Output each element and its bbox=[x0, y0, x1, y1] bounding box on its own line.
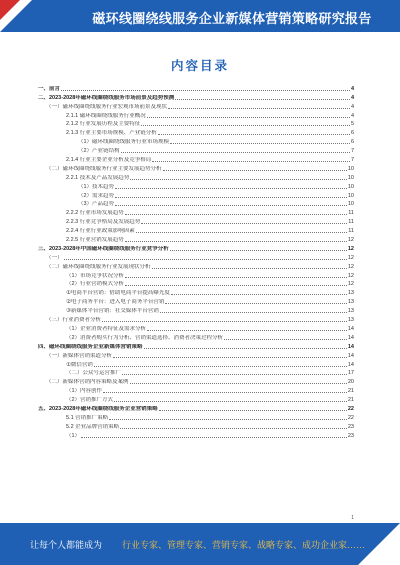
toc-entry[interactable] bbox=[38, 377, 354, 386]
toc-leader-dots bbox=[141, 223, 347, 224]
toc-leader-dots bbox=[125, 285, 347, 286]
toc-entry-label: 5.2 企业品牌营销策略 bbox=[66, 423, 120, 430]
toc-entry[interactable] bbox=[38, 173, 354, 182]
toc-entry-page: 17 bbox=[347, 370, 354, 377]
toc-leader-dots bbox=[170, 143, 350, 144]
toc-entry[interactable] bbox=[38, 253, 354, 262]
toc-leader-dots bbox=[115, 188, 347, 189]
toc-heading: 内容目录 bbox=[170, 59, 229, 73]
toc-entry-label: （一）新媒体营销渠道分析 bbox=[46, 352, 113, 359]
toc-leader-dots bbox=[125, 214, 348, 215]
toc-entry-page: 6 bbox=[350, 130, 354, 137]
toc-leader-dots bbox=[125, 277, 347, 278]
toc-entry[interactable] bbox=[38, 146, 354, 155]
toc-entry-label: 2.2.5 行业营销发展趋势 bbox=[66, 237, 124, 244]
toc-entry-page: 12 bbox=[347, 272, 354, 279]
toc-entry-label: （1） bbox=[66, 432, 81, 439]
toc-entry[interactable] bbox=[38, 235, 354, 244]
toc-entry-page: 13 bbox=[347, 290, 354, 297]
toc-entry-label: 2.2.1 技术及产品发展趋势 bbox=[66, 174, 130, 181]
toc-leader-dots bbox=[224, 339, 347, 340]
toc-entry[interactable] bbox=[38, 164, 354, 173]
toc-entry-label: （1）技术趋势 bbox=[78, 183, 115, 190]
toc-entry-page: 12 bbox=[347, 237, 354, 244]
toc-leader-dots bbox=[109, 419, 347, 420]
toc-entry-label: 三、2023-2028年中国磁环线圈绕线服务行业竞争分析 bbox=[38, 245, 169, 252]
toc-entry-page: 21 bbox=[347, 388, 354, 395]
toc-entry[interactable] bbox=[38, 315, 354, 324]
toc-entry-page: 12 bbox=[347, 281, 354, 288]
toc-entry-label: （二）公众号运营推广 bbox=[66, 370, 122, 377]
toc-entry-label: （2）产业链结构 bbox=[78, 148, 120, 155]
toc-entry-label: 五、2023-2028年磁环线圈绕线服务企业营销策略 bbox=[38, 405, 158, 412]
toc-entry[interactable] bbox=[38, 191, 354, 200]
toc-leader-dots bbox=[113, 357, 347, 358]
toc-leader-dots bbox=[171, 294, 347, 295]
toc-entry[interactable] bbox=[38, 111, 354, 120]
toc-entry-page: 13 bbox=[347, 299, 354, 306]
toc-entry[interactable] bbox=[38, 226, 354, 235]
toc-entry-label: （1）磁环线圈绕线服务行业市场规模 bbox=[78, 139, 170, 146]
toc-entry[interactable] bbox=[38, 155, 354, 164]
toc-entry-label: 2.1.3 行业主要市场规模、产业链分析 bbox=[66, 130, 157, 137]
toc-leader-dots bbox=[165, 303, 346, 304]
toc-entry-page: 11 bbox=[348, 228, 354, 235]
footer-slogan-roles: 行业专家、管理专家、营销专家、战略专家、成功企业家…… bbox=[122, 540, 366, 550]
toc-leader-dots bbox=[64, 259, 347, 260]
toc-leader-dots bbox=[152, 161, 350, 162]
toc-entry-label: （2）消费者购买行为分析、营销渠道选择、消费者决策过程分析 bbox=[66, 334, 224, 341]
toc-entry[interactable] bbox=[38, 128, 354, 137]
toc-leader-dots bbox=[152, 268, 347, 269]
toc-entry[interactable] bbox=[38, 182, 354, 191]
toc-entry-page: 10 bbox=[347, 165, 354, 172]
toc-entry-page: 14 bbox=[347, 334, 354, 341]
toc-entry[interactable] bbox=[38, 262, 354, 271]
toc-entry-label: 四、磁环线圈绕线服务企业新媒体营销策略 bbox=[38, 343, 143, 350]
toc-leader-dots bbox=[160, 312, 347, 313]
toc-leader-dots bbox=[141, 125, 350, 126]
toc-entry[interactable] bbox=[38, 244, 354, 253]
toc-entry-page: 12 bbox=[347, 263, 354, 270]
toc-entry-label: （一） bbox=[46, 254, 63, 261]
toc-entry[interactable] bbox=[38, 404, 354, 413]
toc-entry-label: 二、2023-2028年磁环线圈绕线服务市场前景及趋势预测 bbox=[38, 94, 175, 101]
footer-bar bbox=[0, 523, 400, 565]
toc-entry-page: 4 bbox=[350, 112, 354, 119]
toc-leader-dots bbox=[168, 108, 350, 109]
toc-entry-page: 12 bbox=[347, 254, 354, 261]
toc-leader-dots bbox=[130, 179, 347, 180]
header-bar bbox=[0, 0, 400, 32]
toc-entry-label: （一）磁环线圈绕线服务行业宏观市场前景及现状 bbox=[46, 103, 168, 110]
toc-leader-dots bbox=[102, 321, 347, 322]
toc-entry-label: 2.1.1 磁环线圈绕线服务行业概况 bbox=[66, 112, 146, 119]
toc-entry-label: （2）需求趋势 bbox=[78, 192, 115, 199]
toc-entry-page: 22 bbox=[347, 405, 354, 412]
toc-entry-page: 14 bbox=[347, 361, 354, 368]
toc-leader-dots bbox=[170, 250, 347, 251]
toc-entry[interactable] bbox=[38, 386, 354, 395]
toc-entry-page: 7 bbox=[350, 157, 354, 164]
toc-leader-dots bbox=[114, 401, 347, 402]
toc-entry[interactable] bbox=[38, 306, 354, 315]
toc-entry-label: 2.2.2 行业市场发展趋势 bbox=[66, 210, 124, 217]
toc-entry-page: 11 bbox=[348, 219, 354, 226]
toc-leader-dots bbox=[103, 392, 347, 393]
toc-entry-label: （2）行业营销模式分析 bbox=[66, 281, 125, 288]
toc-entry-label: （1）内容创作 bbox=[66, 388, 103, 395]
toc-leader-dots bbox=[163, 170, 347, 171]
toc-entry-label: （1）企业消费者特征及需求分析 bbox=[66, 325, 147, 332]
toc-entry[interactable] bbox=[38, 395, 354, 404]
toc-entry-page: 13 bbox=[347, 308, 354, 315]
toc-entry-label: 2.2.4 行业行业政策影响因素 bbox=[66, 228, 135, 235]
toc-entry-page: 21 bbox=[347, 397, 354, 404]
toc-entry-label: （2）营销推广方式 bbox=[66, 397, 114, 404]
toc-entry-page: 14 bbox=[347, 343, 354, 350]
toc-leader-dots bbox=[115, 205, 347, 206]
toc-entry-page: 7 bbox=[350, 148, 354, 155]
toc-entry[interactable] bbox=[38, 280, 354, 289]
toc-entry[interactable] bbox=[38, 84, 354, 93]
toc-leader-dots bbox=[175, 99, 350, 100]
toc-entry[interactable] bbox=[38, 369, 354, 378]
toc-entry-label: （三）行业消费者分析 bbox=[46, 317, 102, 324]
toc-entry[interactable] bbox=[38, 360, 354, 369]
toc-entry-label: （二）磁环线圈绕线服务行业发展现状分析 bbox=[46, 263, 151, 270]
toc-entry-label: ③新媒体平台营销：社交媒体平台营销 bbox=[66, 308, 159, 315]
toc-entry[interactable] bbox=[38, 413, 354, 422]
toc-entry-page: 10 bbox=[347, 201, 354, 208]
toc-entry-label: （1）市场竞争状况分析 bbox=[66, 272, 125, 279]
toc-entry-label: （3）产品趋势 bbox=[78, 201, 115, 208]
toc-leader-dots bbox=[81, 437, 347, 438]
toc-leader-dots bbox=[158, 134, 350, 135]
toc-leader-dots bbox=[147, 117, 350, 118]
toc-entry[interactable] bbox=[38, 271, 354, 280]
toc-entry-page: 11 bbox=[348, 210, 354, 217]
toc-entry[interactable] bbox=[38, 422, 354, 431]
toc-leader-dots bbox=[159, 410, 347, 411]
toc-entry-page: 10 bbox=[347, 183, 354, 190]
toc-entry-page: 6 bbox=[350, 139, 354, 146]
toc-entry-label: 一、前言 bbox=[38, 85, 61, 92]
toc-entry[interactable] bbox=[38, 431, 354, 440]
toc-entry-label: ①微信营销 bbox=[66, 361, 93, 368]
toc-entry[interactable] bbox=[38, 208, 354, 217]
toc-entry-page: 5 bbox=[350, 121, 354, 128]
toc-entry[interactable] bbox=[38, 137, 354, 146]
toc-entry[interactable] bbox=[38, 93, 354, 102]
toc-entry-page: 23 bbox=[347, 423, 354, 430]
toc-entry-page: 23 bbox=[347, 432, 354, 439]
toc-entry-page: 4 bbox=[350, 94, 354, 101]
toc-leader-dots bbox=[136, 232, 348, 233]
toc-entry-page: 4 bbox=[350, 103, 354, 110]
toc-leader-dots bbox=[61, 90, 350, 91]
toc-entry-label: 2.1.2 行业发展历程及主要特征 bbox=[66, 121, 141, 128]
toc-leader-dots bbox=[125, 241, 347, 242]
toc-entry-label: 2.2.3 行业竞争格局及发展趋势 bbox=[66, 219, 141, 226]
toc-entry-label: 2.1.4 行业主要企业分析及竞争格局 bbox=[66, 157, 152, 164]
toc-entry[interactable] bbox=[38, 288, 354, 297]
toc-entry[interactable] bbox=[38, 324, 354, 333]
toc-entry[interactable] bbox=[38, 102, 354, 111]
toc-entry-page: 14 bbox=[347, 325, 354, 332]
toc-entry-label: （二）磁环线圈绕线服务行业主要发展趋势分析 bbox=[46, 165, 162, 172]
toc-entry-page: 20 bbox=[347, 379, 354, 386]
toc-entry-label: ②电子商务平台：进入电子商务平台营销 bbox=[66, 299, 165, 306]
toc-entry-page: 4 bbox=[350, 85, 354, 92]
toc-entry-page: 22 bbox=[347, 414, 354, 421]
toc-leader-dots bbox=[94, 366, 347, 367]
toc-entry-label: 5.1 营销推广策略 bbox=[66, 414, 109, 421]
toc-entry[interactable] bbox=[38, 351, 354, 360]
toc-leader-dots bbox=[144, 348, 347, 349]
footer-slogan-lead: 让每个人都能成为 bbox=[30, 540, 103, 550]
toc-leader-dots bbox=[115, 197, 347, 198]
toc-entry-page: 13 bbox=[347, 317, 354, 324]
toc-entry-label: （二）新媒体营销内容策略及案例 bbox=[46, 379, 129, 386]
header-corner-accent bbox=[0, 0, 20, 20]
toc-leader-dots bbox=[122, 374, 347, 375]
toc-entry[interactable] bbox=[38, 342, 354, 351]
toc-leader-dots bbox=[130, 383, 347, 384]
toc-entry-label: ①电商平台营销：借助电商平台提高曝光度 bbox=[66, 290, 170, 297]
toc-entry[interactable] bbox=[38, 333, 354, 342]
toc-entry-page: 10 bbox=[347, 192, 354, 199]
table-of-contents bbox=[38, 84, 354, 440]
toc-entry-page: 14 bbox=[347, 352, 354, 359]
toc-leader-dots bbox=[147, 330, 347, 331]
toc-entry-page: 10 bbox=[347, 174, 354, 181]
toc-entry[interactable] bbox=[38, 217, 354, 226]
toc-leader-dots bbox=[120, 428, 347, 429]
report-title: 磁环线圈绕线服务企业新媒体营销策略研究报告 bbox=[92, 11, 372, 26]
toc-entry[interactable] bbox=[38, 120, 354, 129]
toc-entry[interactable] bbox=[38, 200, 354, 209]
toc-entry-page: 12 bbox=[347, 245, 354, 252]
toc-entry[interactable] bbox=[38, 297, 354, 306]
toc-leader-dots bbox=[121, 152, 350, 153]
page-number: 1 bbox=[351, 515, 354, 521]
